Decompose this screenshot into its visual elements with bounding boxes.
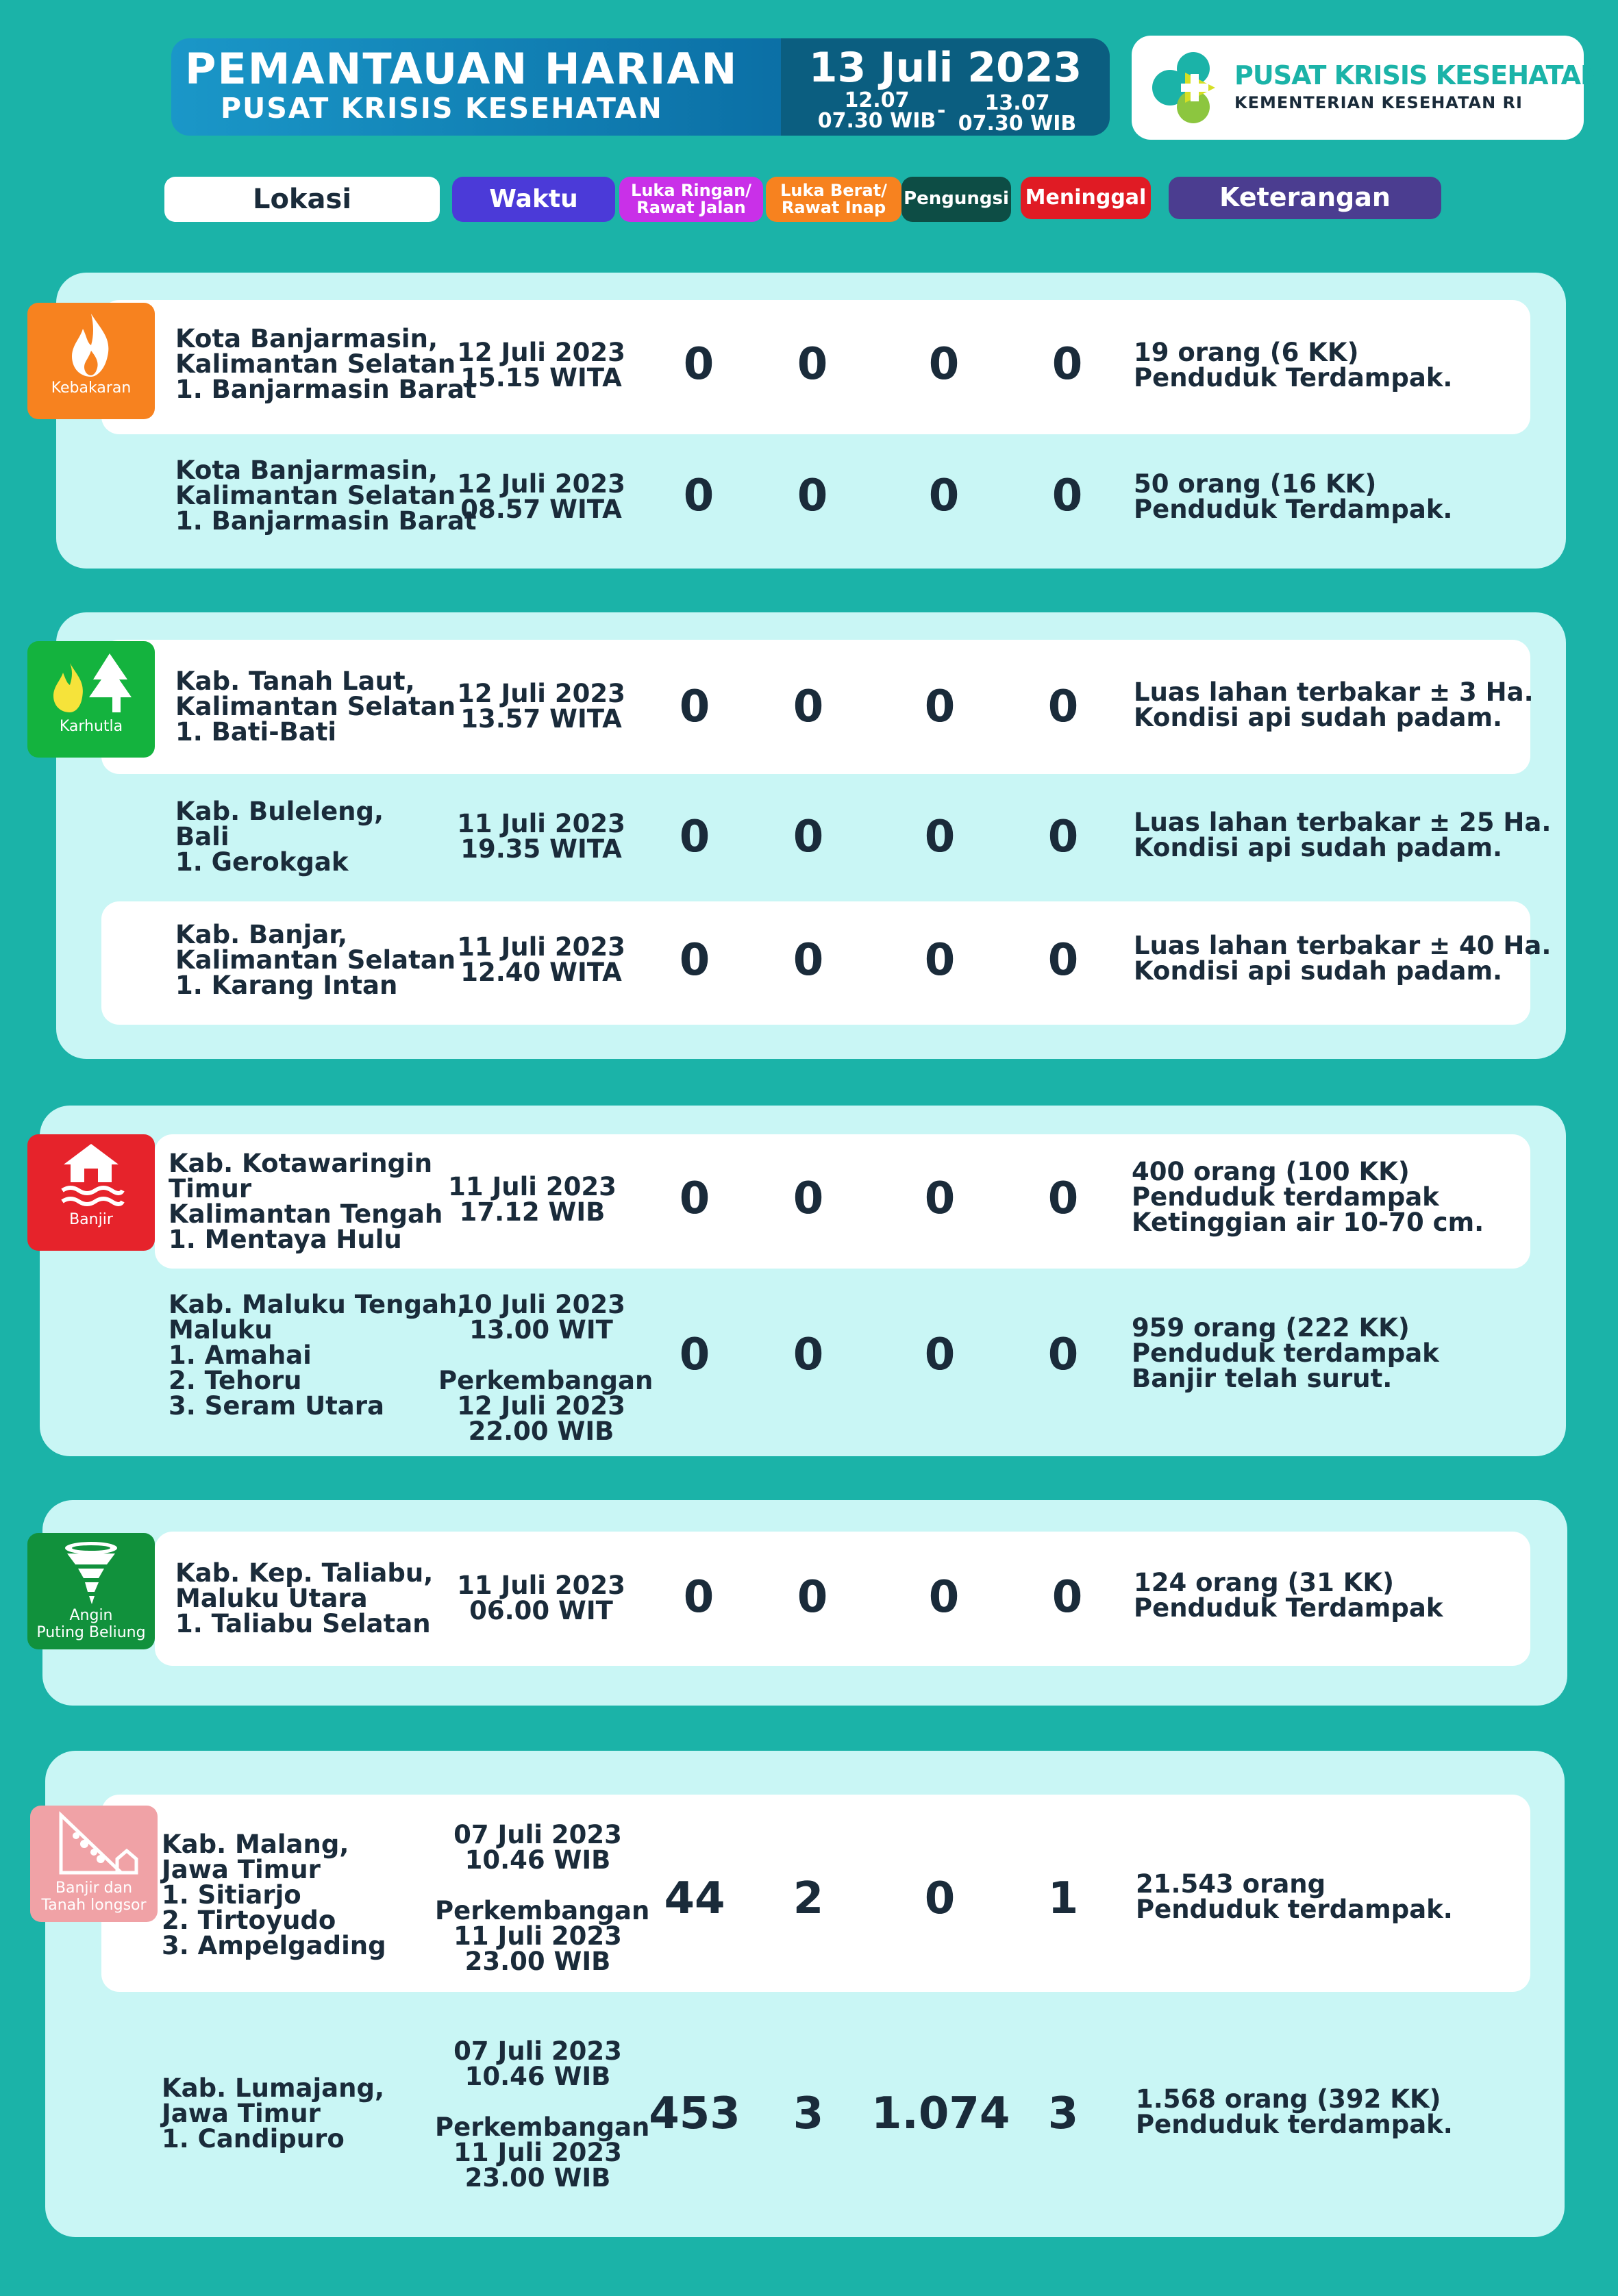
fire-icon: [64, 311, 119, 379]
row-keterangan: 400 orang (100 KK) Penduduk terdampak Ketinggian air 10-70 cm.: [1132, 1157, 1484, 1237]
row-keterangan: 959 orang (222 KK) Penduduk terdampak Banjir telah surut.: [1132, 1313, 1439, 1393]
badge-karhutla: [27, 641, 155, 758]
row-lokasi: Kota Banjarmasin, Kalimantan Selatan 1. Banjarmasin Barat: [175, 324, 477, 404]
row-pengungsi: 0: [924, 1173, 956, 1224]
row-lokasi: Kab. Maluku Tengah, Maluku 1. Amahai 2. Tehoru 3. Seram Utara: [169, 1290, 467, 1421]
row-luka-berat: 0: [793, 812, 824, 862]
badge-label: Angin Puting Beliung: [36, 1607, 146, 1641]
logo-ministry: KEMENTERIAN KESEHATAN RI: [1234, 93, 1523, 112]
row-pengungsi: 0: [924, 1330, 956, 1380]
row-waktu: 11 Juli 2023 12.40 WITA: [457, 932, 625, 987]
badge-label: Banjir: [69, 1211, 113, 1228]
badge-angin: [27, 1533, 155, 1649]
row-meninggal: 0: [1047, 682, 1079, 732]
row-luka-ringan: 0: [679, 1330, 710, 1380]
row-meninggal: 0: [1047, 812, 1079, 862]
row-pengungsi: 0: [928, 471, 960, 521]
row-luka-ringan: 0: [683, 471, 714, 521]
row-keterangan: 1.568 orang (392 KK) Penduduk terdampak.: [1136, 2084, 1453, 2139]
row-lokasi: Kab. Buleleng, Bali 1. Gerokgak: [175, 797, 384, 877]
row-lokasi: Kab. Kotawaringin Timur Kalimantan Tengah 1. Mentaya Hulu: [169, 1149, 443, 1254]
header-date-box: [781, 38, 1110, 136]
row-pengungsi: 1.074: [871, 2088, 1010, 2139]
row-waktu: 07 Juli 2023 10.46 WIB Perkembangan 11 Juli 2023 23.00 WIB: [435, 2036, 650, 2193]
row-keterangan: 21.543 orang Penduduk terdampak.: [1136, 1869, 1453, 1924]
range-end-time: 07.30 WIB: [958, 112, 1077, 136]
row-luka-berat: 0: [797, 1572, 828, 1623]
row-waktu: 10 Juli 2023 13.00 WIT Perkembangan 12 Juli 2023 22.00 WIB: [438, 1290, 654, 1446]
column-luka-berat: [766, 177, 901, 222]
row-keterangan: Luas lahan terbakar ± 40 Ha. Kondisi api sudah padam.: [1134, 931, 1552, 986]
range-start: [815, 90, 938, 132]
badge-label: Karhutla: [59, 718, 123, 735]
row-meninggal: 0: [1047, 1173, 1079, 1224]
row-luka-ringan: 453: [649, 2088, 740, 2139]
logo-name: PUSAT KRISIS KESEHATAN: [1234, 60, 1602, 90]
column-luka-ringan-line2: Rawat Jalan: [636, 198, 746, 217]
row-luka-ringan: 0: [679, 682, 710, 732]
header-title: PEMANTAUAN HARIAN: [185, 44, 738, 94]
column-meninggal: Meninggal: [1021, 177, 1151, 219]
row-lokasi: Kab. Lumajang, Jawa Timur 1. Candipuro: [162, 2073, 385, 2154]
row-pengungsi: 0: [928, 1572, 960, 1623]
column-luka-ringan-line1: Luka Ringan/: [631, 180, 751, 200]
row-waktu: 12 Juli 2023 13.57 WITA: [457, 679, 625, 734]
row-luka-berat: 0: [793, 682, 824, 732]
crisis-center-logo-icon: [1144, 45, 1229, 130]
row-waktu: 07 Juli 2023 10.46 WIB Perkembangan 11 Juli 2023 23.00 WIB: [435, 1820, 650, 1976]
column-waktu: Waktu: [452, 177, 615, 222]
column-luka-berat-line2: Rawat Inap: [781, 198, 886, 217]
badge-longsor: [30, 1806, 158, 1922]
row-luka-ringan: 0: [683, 339, 714, 390]
row-meninggal: 3: [1047, 2088, 1079, 2139]
row-waktu: 11 Juli 2023 06.00 WIT: [457, 1571, 625, 1625]
row-pengungsi: 0: [924, 812, 956, 862]
row-luka-ringan: 0: [679, 935, 710, 986]
row-waktu: 12 Juli 2023 15.15 WITA: [457, 338, 625, 392]
row-luka-berat: 0: [793, 1173, 824, 1224]
row-meninggal: 0: [1051, 339, 1083, 390]
row-pengungsi: 0: [924, 935, 956, 986]
row-luka-ringan: 0: [679, 1173, 710, 1224]
row-luka-berat: 3: [793, 2088, 824, 2139]
row-meninggal: 0: [1051, 1572, 1083, 1623]
range-end: [956, 93, 1079, 134]
column-keterangan: Keterangan: [1169, 177, 1441, 219]
row-luka-berat: 0: [797, 339, 828, 390]
logo-box: [1132, 36, 1602, 140]
row-meninggal: 0: [1047, 1330, 1079, 1380]
row-lokasi: Kab. Tanah Laut, Kalimantan Selatan 1. Bati-Bati: [175, 666, 456, 747]
badge-banjir: [27, 1134, 155, 1251]
badge-label: Kebakaran: [51, 379, 132, 397]
row-pengungsi: 0: [924, 1873, 956, 1924]
row-luka-ringan: 0: [679, 812, 710, 862]
row-meninggal: 0: [1051, 471, 1083, 521]
header-title-box: [171, 38, 788, 136]
row-luka-berat: 0: [793, 935, 824, 986]
landslide-icon: [46, 1811, 142, 1880]
tornado-icon: [60, 1538, 122, 1607]
header-subtitle: PUSAT KRISIS KESEHATAN: [221, 92, 663, 125]
column-luka-ringan: [619, 177, 763, 222]
row-keterangan: 50 orang (16 KK) Penduduk Terdampak.: [1134, 469, 1453, 524]
row-keterangan: Luas lahan terbakar ± 25 Ha. Kondisi api sudah padam.: [1134, 808, 1552, 862]
column-pengungsi: Pengungsi: [901, 177, 1011, 222]
row-keterangan: 124 orang (31 KK) Penduduk Terdampak: [1134, 1568, 1443, 1623]
row-lokasi: Kab. Malang, Jawa Timur 1. Sitiarjo 2. Tirtoyudo 3. Ampelgading: [162, 1830, 386, 1960]
row-meninggal: 0: [1047, 935, 1079, 986]
row-luka-berat: 2: [793, 1873, 824, 1924]
forest-fire-icon: [47, 649, 136, 718]
range-end-date: 13.07: [984, 91, 1050, 115]
row-luka-ringan: 0: [683, 1572, 714, 1623]
row-lokasi: Kab. Kep. Taliabu, Maluku Utara 1. Taliabu Selatan: [175, 1558, 434, 1638]
row-luka-ringan: 44: [664, 1873, 725, 1924]
row-waktu: 11 Juli 2023 17.12 WIB: [448, 1172, 617, 1227]
badge-kebakaran: [27, 303, 155, 419]
flood-icon: [57, 1140, 125, 1211]
row-keterangan: Luas lahan terbakar ± 3 Ha. Kondisi api sudah padam.: [1134, 677, 1534, 732]
range-start-time: 07.30 WIB: [817, 109, 936, 133]
column-luka-berat-line1: Luka Berat/: [780, 180, 887, 200]
row-pengungsi: 0: [928, 339, 960, 390]
column-lokasi: Lokasi: [164, 177, 440, 222]
range-separator: -: [937, 99, 946, 123]
row-luka-berat: 0: [793, 1330, 824, 1380]
row-keterangan: 19 orang (6 KK) Penduduk Terdampak.: [1134, 338, 1453, 392]
badge-label: Banjir dan Tanah longsor: [41, 1880, 147, 1914]
row-waktu: 11 Juli 2023 19.35 WITA: [457, 809, 625, 864]
row-lokasi: Kab. Banjar, Kalimantan Selatan 1. Karang Intan: [175, 920, 456, 1000]
row-waktu: 12 Juli 2023 08.57 WITA: [457, 469, 625, 524]
row-lokasi: Kota Banjarmasin, Kalimantan Selatan 1. Banjarmasin Barat: [175, 456, 477, 536]
row-luka-berat: 0: [797, 471, 828, 521]
range-start-date: 12.07: [844, 88, 910, 112]
row-meninggal: 1: [1047, 1873, 1079, 1924]
header-date: 13 Juli 2023: [808, 44, 1082, 92]
row-pengungsi: 0: [924, 682, 956, 732]
